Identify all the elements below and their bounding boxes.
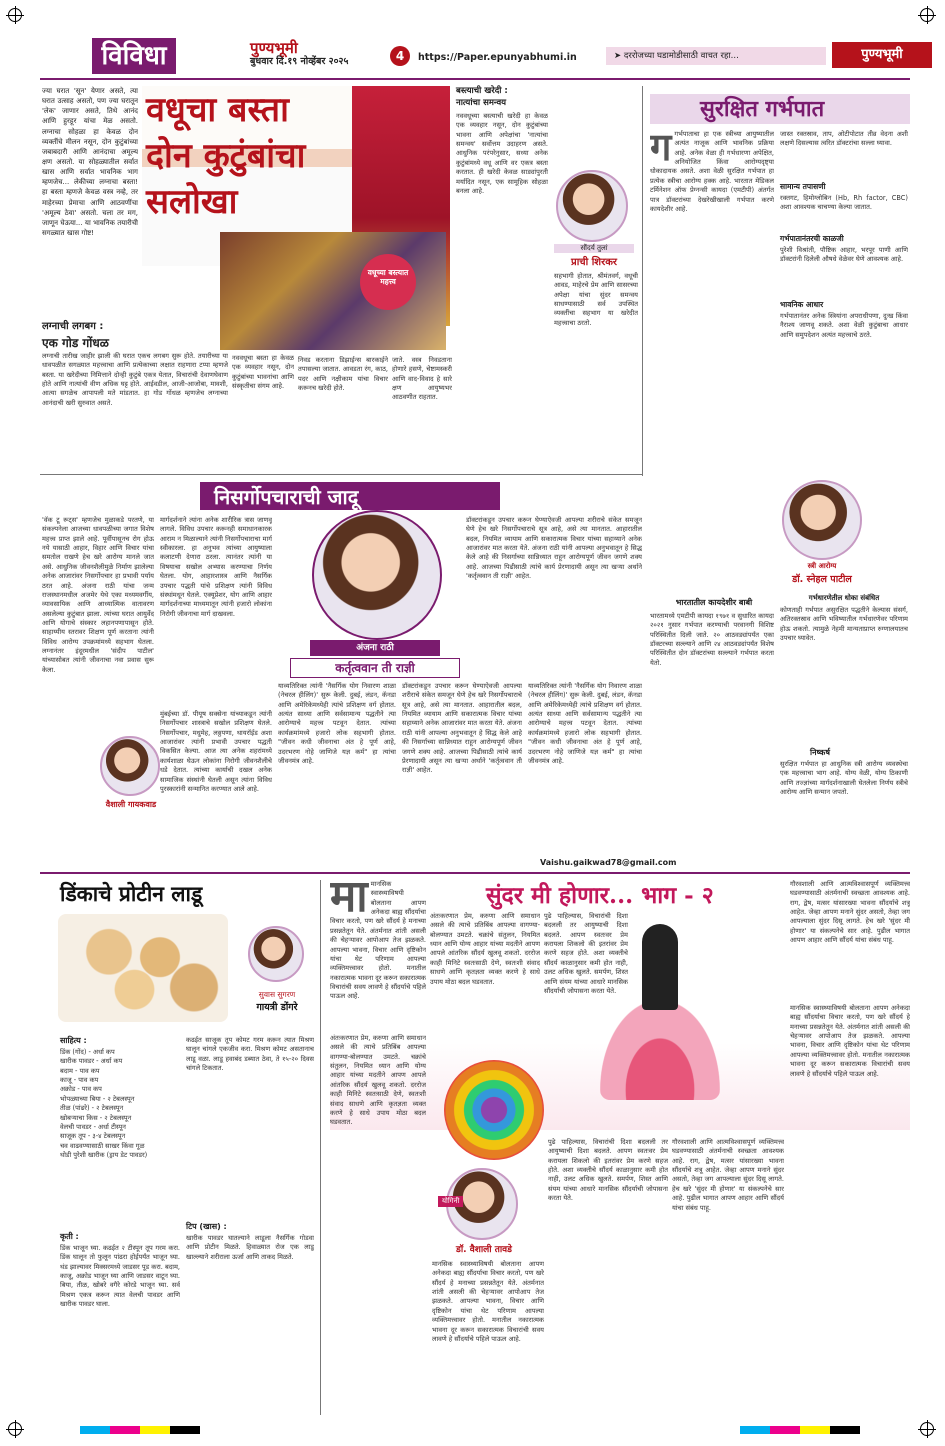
chef-photo [248,926,304,982]
author-tag: सौंदर्य तुलां [554,244,634,253]
author-photo [556,170,628,242]
section-label: विविधा [92,38,176,74]
chakra-graphic [444,1060,544,1160]
ingredients-head: साहित्य : [60,1036,87,1045]
subhead-after: गर्भपातानंतरची काळजी [780,234,844,243]
beauty-col4-cont: गौरवशाली आणि आत्मविश्वासपूर्ण व्यक्तिमत्त्व घडवण्यासाठी अंतर्मनाची स्वच्छता आवश्यक आहे. राग, द्वेष, मत्सर यांसारख्या भावना सौंदर्याचे शत्रू आहेत. जेव्हा आपण मनाने सुंदर असतो, तेव्हा जग आपल्याला सुंदर दिसू लागते. हेच खरे 'सुंदर मी होणार' या संकल्पनेचे सार आहे. पुढील भागात आपण आहार आणि सौंदर्य यांचा संबंध पाहू. [672,1138,784,1212]
caption-badge: वधूच्या बस्त्यात महत्त्व [360,254,416,310]
masthead: पुण्यभूमी [250,39,298,57]
beauty-col3-cont: पुढे पाहिल्यास, विचारांची दिशा बदलली तर आयुष्याची दिशा बदलते. आपण स्वतःवर प्रेम करायला शिकलो की इतरांवर प्रेम करणे सहज होते. अशा व्यक्तीचे सौंदर्य काळानुसार कमी होत नाही, उलट अधिक खुलते. समर्पण, शिस्त आणि संयम यांच्या आधारे मानसिक सौंदर्याची जोपासना करता येते. [548,1138,668,1203]
doctor-role: स्त्री आरोग्य [807,562,837,570]
registration-mark [8,8,22,22]
author-photo [100,736,160,796]
tests-body: रक्तगट, हिमोग्लोबिन (Hb, Rh factor, CBC) अशा आवश्यक चाचण्या केल्या जातात. [780,194,908,212]
beauty-col2-cont: मानसिक स्वास्थ्याविषयी बोलताना आपण अनेकदा बाह्य सौंदर्याचा विचार करतो, पण खरे सौंदर्य हे मनाच्या प्रसन्नतेतून येते. अंतर्मनात शांती असली की चेहऱ्यावर आपोआप तेज झळकते. आपल्या भावना, विचार आणि दृष्टिकोन यांचा थेट परिणाम आपल्या व्यक्तिमत्त्वावर होतो. मनातील नकारात्मक भावना दूर करून सकारात्मक विचारांची सवय लावणे हे सौंदर्याचे पहिले पाऊल आहे. [432,1260,544,1343]
color-bar [740,1426,860,1434]
wedding-col-c: जाते. वस्त्र निवडताना होणारे हसणे, चेष्टामस्करी आणि वाद-विवाद हे सारे क्षण आयुष्यभर आठवणीत राहतात. [392,356,452,402]
wedding-sidebar-title1: बस्त्याची खरेदी : [456,86,508,96]
wedding-body: लग्नाची तारीख जाहीर झाली की घरात एकच लगबग सुरू होते. तयारीच्या या धावपळीत सगळ्यात महत्त्वाचा आणि प्रत्येकाच्या लक्षात राहणारा टप्पा म्हणजे बस्ता. या खरेदीच्या निमित्ताने दोन्ही कुटुंबे एकत्र येतात, विचारांची देवाणघेवाण होते आणि नात्यांची वीण अधिक घट्ट होते. आईवडील, आजी-आजोबा, मावशी, आत्या सगळेच आपापली मते मांडतात. हा गोड गोंधळ म्हणजेच लग्नाच्या आनंदाची खरी सुरुवात असते. [42,352,228,407]
registration-mark [8,1422,22,1436]
subhead-tests: सामान्य तपासणी [780,182,826,191]
doctor-photo [782,480,862,560]
recipe-title: डिंकाचे प्रोटीन लाडू [60,881,203,906]
dropcap: मा [330,880,368,922]
ingredient-item: खोबऱ्याचा किस - २ टेबलस्पून [60,1113,132,1122]
beauty-title: सुंदर मी होणार... भाग - २ [486,882,714,909]
method-body2: कढईत साजूक तूप कोमट गरम करून त्यात मिश्रण घालून चांगले एकजीव करा. मिश्रण कोमट असतानाच लाडू वळा. लाडू हवाबंद डब्यात ठेवा, ते १५-२० दिवस चांगले टिकतात. [186,1036,314,1073]
ingredient-item: काजू - पाव कप [60,1076,99,1085]
column-rule [320,880,321,1415]
ingredient-item: भोपळ्याच्या बिया - २ टेबलस्पून [60,1094,135,1103]
nature-col1: 'वॅक टू रूट्स' म्हणजेच मुळाकडे परतणे, या संकल्पनेला आजच्या धावपळीच्या जगात विशेष महत्त्व प्राप्त झाले आहे. पूर्वीपासूनच रोग होऊ नये यासाठी आहार, विहार आणि विचार यांचा समतोल राखणे हेच खरे आरोग्य मानले जात असे. आधुनिक जीवनशैलीमुळे निर्माण झालेल्या अनेक आजारांवर निसर्गोपचार हा प्रभावी पर्याय ठरत आहे. अंजना राठी यांचा जन्म राजस्थानमधील अजमेर येथे एका मध्यमवर्गीय, व्यावसायिक आणि आध्यात्मिक वातावरण असलेल्या कुटुंबात झाला. त्यांच्या घरात आयुर्वेद आणि योगाचे संस्कार लहानपणापासून होते. साहाय्यीय स्तरावर शिक्षण पूर्ण करताना त्यांनी विविध आरोग्य उपक्रमांमध्ये सहभाग घेतला. लग्नानंतर इंदूरमधील 'संदीप पाटील' यांच्यासोबत त्यांनी जीवनाचा नवा प्रवास सुरू केला. [42,516,154,674]
wedding-intro: ज्या घरात 'सून' येणार असते, त्या घरात उत्साह असतो, पण ज्या घरातून 'लेक' जाणार असते, तिथे आनंद आणि हुरहूर यांचा मेळ असतो. लग्नाचा सोहळा हा केवळ दोन व्यक्तींचे मीलन नसून, दोन कुटुंबांच्या जबाबदारी आणि आनंदाचा अमूल्य क्षण असतो. या सोहळ्यातील सर्वात खास आणि सर्वात भावनिक भाग म्हणजेच... लेकीच्या लग्नाचा बस्ता! हा बस्ता म्हणजे केवळ वस्त्र नव्हे, तर माहेरच्या प्रेमाचा आणि आठवणींचा 'अमूल्य ठेवा' असतो. चला तर मग, जाणून घेऊया... या भावनिक तयारीची सगळ्यात खास गोष्ट! [42,87,138,237]
pregnancy-title: सुरक्षित गर्भपात [700,96,825,122]
wedding-sidebar-title2: नात्यांचा समन्वय [456,98,507,108]
nature-col2: मार्गदर्शनाने त्यांना अनेक शारीरिक त्रास जाणवू लागले. विविध उपचार करूनही समाधानकारक आराम न मिळाल्याने त्यांनी निसर्गोपचाराचा मार्ग स्वीकारला. हा अनुभव त्यांच्या आयुष्याला कलाटणी देणारा ठरला. त्यानंतर त्यांनी या विषयाचा सखोल अभ्यास करण्याचा निर्णय घेतला. योग, आहारशास्त्र आणि नैसर्गिक उपचार पद्धती यांचे प्रशिक्षण त्यांनी विविध संस्थांमधून घेतले. एक्यूप्रेशर, योग आणि आहार मार्गदर्शनाच्या माध्यमातून त्यांनी हजारो लोकांना निरोगी जीवनाचा मार्ग दाखवला. [160,516,272,618]
tip-head: टिप (खास) : [186,1222,227,1231]
method-head: कृती : [60,1232,79,1241]
dropcap: ग [650,130,672,169]
epaper-url[interactable]: https://Paper.epunyabhumi.in [418,52,577,63]
doctor-name: डॉ. स्नेहल पाटील [792,574,852,585]
ingredient-item: चव वाढवण्यासाठी साखर किंवा गूळ [60,1141,145,1150]
column-rule [642,86,643,476]
after-body: पुरेशी विश्रांती, पौष्टिक आहार, भरपूर पाणी आणि डॉक्टरांनी दिलेली औषधे वेळेवर घेणे आवश्यक आहे. [780,246,908,264]
chef-name: गायत्री डोंगरे [256,1002,298,1013]
ingredient-item: खारीक पावडर - अर्धा कप [60,1057,123,1066]
subhead-conclusion: निष्कर्ष [810,748,830,757]
method-body: डिंक भाजून घ्या. कढईत २ टीस्पून तूप गरम करा. डिंक घालून तो फुलून पांढरा होईपर्यंत भाजून घ्या. थंड झाल्यावर मिक्सरमध्ये जाडसर पूड करा. बदाम, काजू, अक्रोड भाजून घ्या आणि जाडसर वाटून घ्या. बिया, तीळ, खोबरे वगैरे कोरडे भाजून घ्या. सर्व मिश्रण एकत्र करून त्यात वेलची पावडर आणि खारीक पावडर घाला. [60,1244,180,1309]
ingredients-list [60,1048,180,1228]
nature-col5-top: डॉक्टरांकडून उपचार करून घेण्याऐवजी आपल्या शरीराचे संकेत समजून घेणे हेच खरे निसर्गोपचाराचे सूत्र आहे, असे त्या मानतात. आहारातील बदल, नियमित व्यायाम आणि सकारात्मक विचार यांच्या सहाय्याने अनेक आजारांवर मात करता येते. अंजना राठी यांनी आपल्या अनुभवातून हे सिद्ध केले आहे की निसर्गाच्या सान्निध्यात राहून आरोग्यपूर्ण जीवन जगणे शक्य आहे. आजच्या पिढीसाठी त्यांचे कार्य प्रेरणादायी असून त्या खऱ्या अर्थाने 'कर्तृत्ववान ती राज्ञी' आहेत. [466,516,642,581]
registration-mark [920,8,934,22]
profile-name: अंजना राठी [310,640,440,656]
wedding-title-line1: वधूचा बस्ता [146,90,289,130]
beauty-author-tag: योगिनी [438,1196,463,1207]
ingredient-item: थोडी पुरेशी खारीक (ड्राय डेट पावडर) [60,1150,148,1159]
nature-col5: डॉक्टरांकडून उपचार करून घेण्याऐवजी आपल्या शरीराचे संकेत समजून घेणे हेच खरे निसर्गोपचाराचे सूत्र आहे, असे त्या मानतात. आहारातील बदल, नियमित व्यायाम आणि सकारात्मक विचार यांच्या सहाय्याने अनेक आजारांवर मात करता येते. अंजना राठी यांनी आपल्या अनुभवातून हे सिद्ध केले आहे की निसर्गाच्या सान्निध्यात राहून आरोग्यपूर्ण जीवन जगणे शक्य आहे. आजच्या पिढीसाठी त्यांचे कार्य प्रेरणादायी असून त्या खऱ्या अर्थाने 'कर्तृत्ववान ती राज्ञी' आहेत. [402,682,522,775]
subhead-risk: गर्भधारणेतील धोका संबंधित [808,594,880,602]
wedding-subhead2: एक गोड गोंधळ [42,336,109,350]
pregnancy-body1: गगर्भपाताचा हा एक स्त्रीच्या आयुष्यातील अत्यंत नाजूक आणि भावनिक प्रक्रिया आहे. अनेक वेळा ही गर्भधारणा अपेक्षित, अनियोजित किंवा आरोग्यदृष्ट्या धोकादायक असते. अशा वेळी सुरक्षित गर्भपात हा प्रत्येक स्त्रीचा आरोग्य हक्क आहे. भारतात मेडिकल टर्मिनेशन ऑफ प्रेग्नन्सी कायदा (एमटीपी) अंतर्गत पात्र डॉक्टरांच्या देखरेखीखाली गर्भपात करणे कायदेशीर आहे. [650,130,774,213]
section-rule [40,872,910,874]
beauty-col5-cont: मानसिक स्वास्थ्याविषयी बोलताना आपण अनेकदा बाह्य सौंदर्याचा विचार करतो, पण खरे सौंदर्य हे मनाच्या प्रसन्नतेतून येते. अंतर्मनात शांती असली की चेहऱ्यावर आपोआप तेज झळकते. आपल्या भावना, विचार आणि दृष्टिकोन यांचा थेट परिणाम आपल्या व्यक्तिमत्त्वावर होतो. मनातील नकारात्मक भावना दूर करून सकारात्मक विचारांची सवय लावणे हे सौंदर्याचे पहिले पाऊल आहे. [790,1004,910,1078]
ingredient-item: वेलची पावडर - अर्धा टीस्पून [60,1122,126,1131]
wedding-sidebar-body: नववधूच्या बस्त्याची खरेदी हा केवळ एक व्यवहार नसून, दोन कुटुंबांच्या भावना आणि अपेक्षांचा 'नात्यांचा समन्वय' सर्वोत्तम उदाहरण असते. आधुनिक परंपरेनुसार, सध्या अनेक कुटुंबांमध्ये वधू आणि वर एकत्र बस्ता करतात. ही खरेदी केवळ साड्यांपुरती मर्यादित नसून, एक सामूहिक सोहळा बनला आहे. [456,112,548,195]
laddu-photo [58,914,228,1022]
beauty-col2: अंतःकरणात प्रेम, करुणा आणि समाधान असले की त्याचे प्रतिबिंब आपल्या वागण्या-बोलण्यात उमटते. चक्रांचे संतुलन, नियमित ध्यान आणि योग्य आहार यांच्या मदतीने आपण आपले आंतरिक सौंदर्य खुलवू शकतो. दररोज काही मिनिटे स्वतःसाठी देणे, स्वतःशी संवाद साधणे आणि कृतज्ञता व्यक्त करणे हे साधे उपाय मोठा बदल घडवतात. [430,912,540,986]
ticker-banner: ➤ दररोजच्या घडामोडीसाठी वाचत रहा... [606,47,826,65]
support-body: गर्भपातानंतर अनेक स्त्रियांना अपराधीपणा, दुःख किंवा नैराश्य जाणवू शकते. अशा वेळी कुटुंबाचा आधार आणि समुपदेशन अत्यंत महत्त्वाचे ठरते. [780,312,908,339]
issue-date: बुधवार दि.१९ नोव्हेंबर २०२५ [250,56,349,67]
risk-body: कोणताही गर्भपात असुरक्षित पद्धतीने केल्यास संसर्ग, अतिरक्तस्राव आणि भविष्यातील गर्भधारणेवर परिणाम होऊ शकतो. त्यामुळे नेहमी मान्यताप्राप्त रुग्णालयातच उपचार घ्यावेत. [780,606,908,643]
pregnancy-body2: जास्त रक्तस्राव, ताप, ओटीपोटात तीव्र वेदना अशी लक्षणे दिसल्यास त्वरित डॉक्टरांचा सल्ला घ्यावा. [780,130,908,148]
nature-title: निसर्गोपचाराची जादू [214,485,359,509]
author-email[interactable]: Vaishu.gaikwad78@gmail.com [540,858,677,867]
beauty-col3: पुढे पाहिल्यास, विचारांची दिशा बदलली तर आयुष्याची दिशा बदलते. आपण स्वतःवर प्रेम करायला शिकलो की इतरांवर प्रेम करणे सहज होते. अशा व्यक्तीचे सौंदर्य काळानुसार कमी होत नाही, उलट अधिक खुलते. समर्पण, शिस्त आणि संयम यांच्या आधारे मानसिक सौंदर्याची जोपासना करता येते. [544,912,628,995]
wedding-caption-text: नववधूचा बस्ता हा केवळ एक व्यवहार नसून, दोन कुटुंबांच्या भावनांचा आणि संस्कृतीचा संगम आहे. [232,354,294,391]
ingredient-item: बदाम - पाव कप [60,1066,100,1075]
wedding-title-line2: दोन कुटुंबांचा [146,136,306,176]
yoga-silhouette [642,924,678,1010]
chef-tag: सुवास सुगरण [258,990,296,999]
beauty-author-name: डॉ. वैशाली तावडे [456,1245,512,1255]
beauty-col4: गौरवशाली आणि आत्मविश्वासपूर्ण व्यक्तिमत्त्व घडवण्यासाठी अंतर्मनाची स्वच्छता आवश्यक आहे. राग, द्वेष, मत्सर यांसारख्या भावना सौंदर्याचे शत्रू आहेत. जेव्हा आपण मनाने सुंदर असतो, तेव्हा जग आपल्याला सुंदर दिसू लागते. हेच खरे 'सुंदर मी होणार' या संकल्पनेचे सार आहे. पुढील भागात आपण आहार आणि सौंदर्य यांचा संबंध पाहू. [790,880,910,945]
page-number: 4 [390,46,410,66]
wedding-title-line3: सलोखा [146,182,238,222]
nature-col4-top: याव्यतिरिक्त त्यांनी 'नैसर्गिक योग निवारण शाळा (नेचरल हीलिंग)' सुरू केली. दुबई, लंडन, कॅनडा आणि अमेरिकेमध्येही त्यांचे प्रशिक्षण वर्ग होतात. अत्यंत साध्या आणि सर्वसामान्य पद्धतीने त्या आरोग्याचे महत्त्व पटवून देतात. त्यांच्या कार्यक्रमांमध्ये हजारो लोक सहभागी होतात. "जीवन कधी जीवनाचा अंत हे पूर्ण आहे, उदरभरण नोहे जाणिजे यज्ञ कर्म" हा त्यांचा जीवनमंत्र आहे. [528,682,642,765]
nature-col4: याव्यतिरिक्त त्यांनी 'नैसर्गिक योग निवारण शाळा (नेचरल हीलिंग)' सुरू केली. दुबई, लंडन, कॅनडा आणि अमेरिकेमध्येही त्यांचे प्रशिक्षण वर्ग होतात. अत्यंत साध्या आणि सर्वसामान्य पद्धतीने त्या आरोग्याचे महत्त्व पटवून देतात. त्यांच्या कार्यक्रमांमध्ये हजारो लोक सहभागी होतात. "जीवन कधी जीवनाचा अंत हे पूर्ण आहे, उदरभरण नोहे जाणिजे यज्ञ कर्म" हा त्यांचा जीवनमंत्र आहे. [278,682,396,765]
subhead-legal: भारतातील कायदेशीर बाबी [675,598,753,607]
nature-col3: मुंबईच्या डॉ. पीयूष सक्सेना यांच्याकडून त्यांनी निसर्गोपचार शास्त्राचे सखोल प्रशिक्षण घेतले. निसर्गोपचार, मधुमेह, लठ्ठपणा, थायरॉईड अशा आजारांवर त्यांनी प्रभावी उपचार पद्धती विकसित केल्या. आज त्या अनेक शहरांमध्ये कार्यशाळा घेऊन लोकांना निरोगी जीवनशैलीचे धडे देतात. त्यांच्या कार्याची दखल अनेक सामाजिक संस्थांनी घेतली असून त्यांना विविध पुरस्कारांनी सन्मानित करण्यात आले आहे. [160,710,272,793]
arrow-icon: ➤ [614,51,624,61]
author-name: वैशाली गायकवाड [105,800,157,809]
subhead-support: भावनिक आधार [780,300,824,309]
registration-mark [920,1422,934,1436]
legal-body: भारतामध्ये एमटीपी कायदा १९७१ व सुधारित कायदा २०२१ नुसार गर्भपात करण्याची परवानगी विशिष्ट परिस्थितीत दिली जाते. २० आठवड्यांपर्यंत एका डॉक्टरच्या सल्ल्याने आणि २४ आठवड्यांपर्यंत विशेष परिस्थितीत दोन डॉक्टरांच्या सल्ल्याने गर्भपात करता येतो. [650,612,774,667]
author-name: प्राची शिरकर [571,257,617,268]
beauty-col1-cont: अंतःकरणात प्रेम, करुणा आणि समाधान असले की त्याचे प्रतिबिंब आपल्या वागण्या-बोलण्यात उमटते. चक्रांचे संतुलन, नियमित ध्यान आणि योग्य आहार यांच्या मदतीने आपण आपले आंतरिक सौंदर्य खुलवू शकतो. दररोज काही मिनिटे स्वतःसाठी देणे, स्वतःशी संवाद साधणे आणि कृतज्ञता व्यक्त करणे हे साधे उपाय मोठा बदल घडवतात. [330,1034,426,1127]
wedding-col-a: सहभागी होतात, श्रीमंतवर्ग, वधूची आवड, माहेरचे प्रेम आणि सासरच्या अपेक्षा यांचा सुंदर समन्वय साधण्यासाठी सर्व उपस्थित व्यक्तींचा सहभाग या खरेदीत महत्त्वाचा ठरतो. [554,272,638,327]
brand-logo: पुण्यभूमी [832,42,932,68]
profile-tag: कर्तृत्ववान ती राज्ञी [290,658,460,678]
section-rule [40,474,642,475]
conclusion-body: सुरक्षित गर्भपात हा आधुनिक स्त्री आरोग्य व्यवस्थेचा एक महत्त्वाचा भाग आहे. योग्य वेळी, योग्य ठिकाणी आणि तज्ज्ञांच्या मार्गदर्शनाखाली घेतलेला निर्णय स्त्रीचे आरोग्य आणि सन्मान जपतो. [780,760,908,797]
wedding-subhead1: लग्नाची लगबग : [42,321,104,332]
color-bar [80,1426,200,1434]
ingredient-item: डिंक (गोंद) - अर्धा कप [60,1048,115,1056]
ingredient-item: अक्रोड - पाव कप [60,1085,102,1094]
wedding-col-b: निवड करताना डिझाईन्स बारकाईने तपासल्या जातात. आवडता रंग, काठ, पदर आणि नक्षीकाम यांचा विचार करूनच खरेदी होते. [298,356,388,393]
beauty-col1: मामानसिक स्वास्थ्याविषयी बोलताना आपण अनेकदा बाह्य सौंदर्याचा विचार करतो, पण खरे सौंदर्य हे मनाच्या प्रसन्नतेतून येते. अंतर्मनात शांती असली की चेहऱ्यावर आपोआप तेज झळकते. आपल्या भावना, विचार आणि दृष्टिकोन यांचा थेट परिणाम आपल्या व्यक्तिमत्त्वावर होतो. मनातील नकारात्मक भावना दूर करून सकारात्मक विचारांची सवय लावणे हे सौंदर्याचे पहिले पाऊल आहे. [330,880,426,1001]
ingredient-item: साजूक तूप - ३-४ टेबलस्पून [60,1132,126,1141]
header-rule [40,78,910,80]
tip-body: खारीक पावडर घातल्याने लाडूला नैसर्गिक गोडवा आणि प्रोटीन मिळते. हिवाळ्यात रोज एक लाडू खाल्ल्याने शरीराला ऊर्जा आणि ताकद मिळते. [186,1234,314,1261]
profile-photo [312,510,442,640]
ingredient-item: तीळ (पांढरे) - २ टेबलस्पून [60,1104,124,1113]
